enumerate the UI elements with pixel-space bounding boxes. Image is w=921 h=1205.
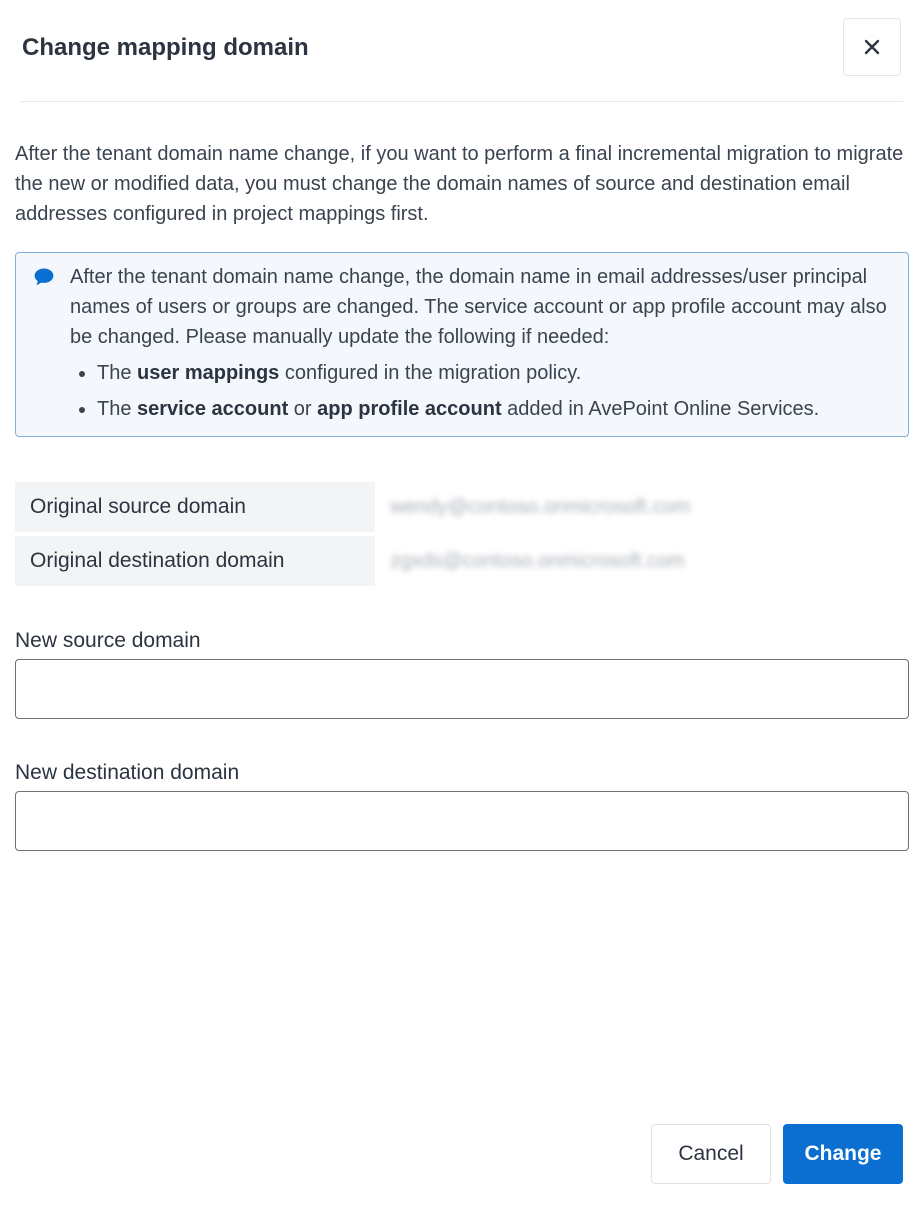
- bullet-bold-service-account: service account: [137, 398, 289, 420]
- dialog-title: Change mapping domain: [22, 34, 309, 61]
- original-source-domain-value: wendy@contoso.onmicrosoft.com: [390, 496, 691, 518]
- bullet-suffix: added in AvePoint Online Services.: [501, 398, 820, 420]
- close-button[interactable]: [843, 18, 901, 76]
- close-icon: [863, 38, 881, 56]
- new-destination-domain-label: New destination domain: [15, 761, 240, 784]
- bullet-suffix: configured in the migration policy.: [279, 362, 582, 384]
- header-divider: [20, 101, 903, 102]
- message-icon: [33, 267, 55, 287]
- intro-text: After the tenant domain name change, if you want to perform a final incremental migration to migrate the new or modified data, you must change the domain names of source and destination email addresses configured in project mappings first.: [15, 143, 904, 225]
- new-destination-domain-input[interactable]: [15, 791, 909, 851]
- original-destination-domain-label: Original destination domain: [15, 536, 375, 586]
- new-source-domain-label: New source domain: [15, 629, 201, 652]
- bullet-bold-app-profile-account: app profile account: [317, 398, 502, 420]
- info-text: After the tenant domain name change, the domain name in email addresses/user principal names of users or groups are changed. The service account or app profile account may also be changed. Please manually update the following if needed:: [70, 266, 887, 348]
- info-list-item: [97, 355, 819, 391]
- new-source-domain-input[interactable]: [15, 659, 909, 719]
- original-destination-domain-value: zgxds@contoso.onmicrosoft.com: [390, 550, 685, 572]
- original-source-domain-label: Original source domain: [15, 482, 375, 532]
- info-box: [15, 252, 909, 437]
- bullet-prefix: The: [97, 398, 138, 420]
- bullet-middle: or: [288, 398, 318, 420]
- bullet-bold-user-mappings: user mappings: [137, 362, 280, 384]
- cancel-button[interactable]: Cancel: [651, 1124, 771, 1184]
- change-button[interactable]: Change: [783, 1124, 903, 1184]
- bullet-prefix: The: [97, 362, 138, 384]
- info-list-item: [97, 391, 819, 427]
- info-list: [70, 355, 819, 427]
